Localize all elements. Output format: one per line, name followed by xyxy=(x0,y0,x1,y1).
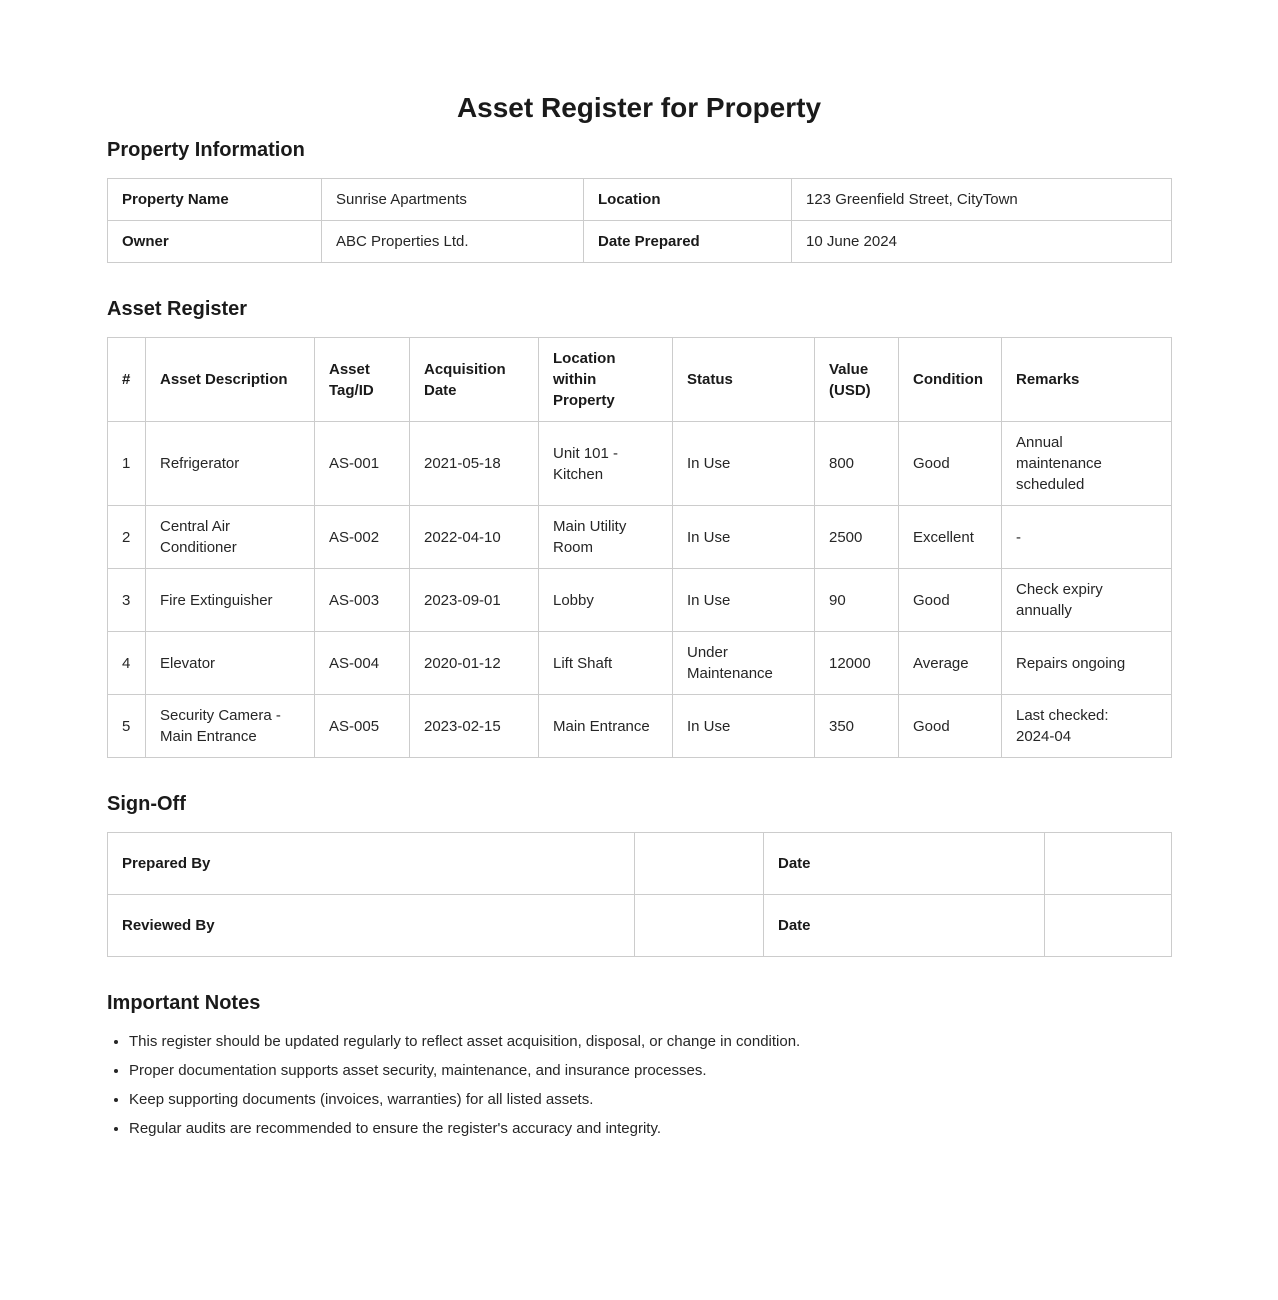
property-name-label: Property Name xyxy=(108,179,322,221)
col-header-acquisition-date: Acquisition Date xyxy=(410,338,539,422)
property-information-table xyxy=(107,178,1172,263)
asset-description: Fire Extinguisher xyxy=(146,569,315,632)
asset-condition: Excellent xyxy=(899,506,1002,569)
property-info-row xyxy=(108,221,1172,263)
location-label: Location xyxy=(584,179,792,221)
asset-remarks: Check expiry annually xyxy=(1002,569,1172,632)
col-header-value: Value (USD) xyxy=(815,338,899,422)
col-header-number: # xyxy=(108,338,146,422)
asset-remarks: Repairs ongoing xyxy=(1002,632,1172,695)
asset-tag: AS-004 xyxy=(315,632,410,695)
date-prepared-value: 10 June 2024 xyxy=(792,221,1172,263)
asset-remarks: Annual maintenance scheduled xyxy=(1002,422,1172,506)
sign-off-row xyxy=(108,895,1172,957)
prepared-date-label: Date xyxy=(764,833,1045,895)
property-name-value: Sunrise Apartments xyxy=(322,179,584,221)
asset-description: Refrigerator xyxy=(146,422,315,506)
asset-acquisition-date: 2021-05-18 xyxy=(410,422,539,506)
asset-register-table xyxy=(107,337,1172,758)
asset-location: Lobby xyxy=(539,569,673,632)
reviewed-date-label: Date xyxy=(764,895,1045,957)
asset-value: 12000 xyxy=(815,632,899,695)
asset-row xyxy=(108,506,1172,569)
asset-number: 2 xyxy=(108,506,146,569)
asset-location: Unit 101 - Kitchen xyxy=(539,422,673,506)
reviewed-by-label: Reviewed By xyxy=(108,895,635,957)
date-prepared-label: Date Prepared xyxy=(584,221,792,263)
prepared-by-signature-cell xyxy=(635,833,764,895)
asset-row xyxy=(108,569,1172,632)
asset-status: In Use xyxy=(673,569,815,632)
asset-number: 5 xyxy=(108,695,146,758)
asset-value: 90 xyxy=(815,569,899,632)
sign-off-table xyxy=(107,832,1172,957)
asset-description: Security Camera - Main Entrance xyxy=(146,695,315,758)
reviewed-date-value-cell xyxy=(1045,895,1172,957)
property-information-heading: Property Information xyxy=(107,139,305,161)
asset-tag: AS-005 xyxy=(315,695,410,758)
asset-remarks: Last checked: 2024-04 xyxy=(1002,695,1172,758)
asset-number: 4 xyxy=(108,632,146,695)
asset-location: Main Entrance xyxy=(539,695,673,758)
col-header-asset-description: Asset Description xyxy=(146,338,315,422)
asset-table-header-row xyxy=(108,338,1172,422)
asset-number: 3 xyxy=(108,569,146,632)
col-header-asset-tag: Asset Tag/ID xyxy=(315,338,410,422)
col-header-status: Status xyxy=(673,338,815,422)
asset-condition: Good xyxy=(899,695,1002,758)
property-info-row xyxy=(108,179,1172,221)
asset-acquisition-date: 2022-04-10 xyxy=(410,506,539,569)
prepared-by-label: Prepared By xyxy=(108,833,635,895)
asset-register-heading: Asset Register xyxy=(107,298,248,320)
asset-condition: Average xyxy=(899,632,1002,695)
location-value: 123 Greenfield Street, CityTown xyxy=(792,179,1172,221)
asset-acquisition-date: 2023-09-01 xyxy=(410,569,539,632)
prepared-date-value-cell xyxy=(1045,833,1172,895)
sign-off-heading: Sign-Off xyxy=(107,793,186,815)
asset-row xyxy=(108,422,1172,506)
col-header-condition: Condition xyxy=(899,338,1002,422)
asset-tag: AS-001 xyxy=(315,422,410,506)
asset-acquisition-date: 2023-02-15 xyxy=(410,695,539,758)
important-notes-heading: Important Notes xyxy=(107,992,261,1014)
note-item: • Keep supporting documents (invoices, warranties) for all listed assets. xyxy=(129,1089,1171,1110)
col-header-location: Location within Property xyxy=(539,338,673,422)
asset-status: Under Maintenance xyxy=(673,632,815,695)
asset-status: In Use xyxy=(673,506,815,569)
asset-value: 2500 xyxy=(815,506,899,569)
note-item: • This register should be updated regularly to reflect asset acquisition, disposal, or change in condition. xyxy=(129,1031,1171,1052)
asset-condition: Good xyxy=(899,422,1002,506)
asset-value: 350 xyxy=(815,695,899,758)
asset-value: 800 xyxy=(815,422,899,506)
asset-row xyxy=(108,695,1172,758)
important-notes-list xyxy=(107,1031,1171,1139)
col-header-remarks: Remarks xyxy=(1002,338,1172,422)
asset-tag: AS-003 xyxy=(315,569,410,632)
asset-status: In Use xyxy=(673,695,815,758)
note-item: • Regular audits are recommended to ensure the register's accuracy and integrity. xyxy=(129,1118,1171,1139)
owner-value: ABC Properties Ltd. xyxy=(322,221,584,263)
page-title: Asset Register for Property xyxy=(456,92,822,123)
sign-off-row xyxy=(108,833,1172,895)
asset-description: Central Air Conditioner xyxy=(146,506,315,569)
asset-number: 1 xyxy=(108,422,146,506)
asset-status: In Use xyxy=(673,422,815,506)
asset-description: Elevator xyxy=(146,632,315,695)
asset-condition: Good xyxy=(899,569,1002,632)
asset-tag: AS-002 xyxy=(315,506,410,569)
asset-remarks: - xyxy=(1002,506,1172,569)
asset-location: Main Utility Room xyxy=(539,506,673,569)
note-item: • Proper documentation supports asset security, maintenance, and insurance processes. xyxy=(129,1060,1171,1081)
reviewed-by-signature-cell xyxy=(635,895,764,957)
asset-row xyxy=(108,632,1172,695)
asset-acquisition-date: 2020-01-12 xyxy=(410,632,539,695)
owner-label: Owner xyxy=(108,221,322,263)
asset-location: Lift Shaft xyxy=(539,632,673,695)
